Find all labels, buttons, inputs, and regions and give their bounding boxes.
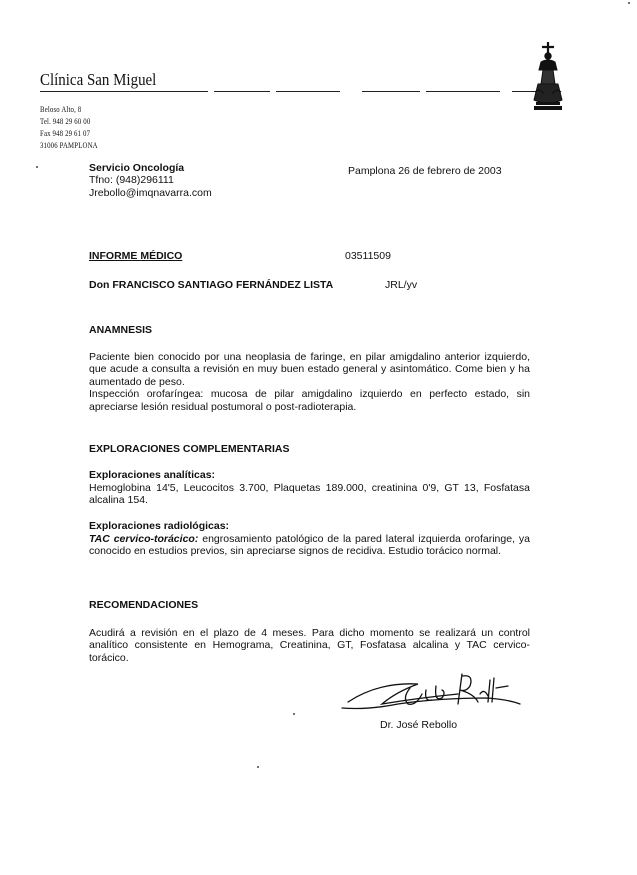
anamnesis-heading: ANAMNESIS	[89, 324, 153, 336]
radiologic-results	[89, 533, 530, 558]
department-phone: Tfno: (948)296111	[89, 174, 174, 186]
phone-line: Tel. 948 29 60 00	[40, 116, 91, 126]
patient-name: Don FRANCISCO SANTIAGO FERNÁNDEZ LISTA	[89, 279, 334, 291]
analytic-heading: Exploraciones analíticas:	[89, 469, 216, 481]
saint-statue-logo	[528, 40, 568, 114]
recommendations-text: Acudirá a revisión en el plazo de 4 meses. Para dicho momento se realizará un control analítico consistente en Hemograma, Creatinina, GT, Fosfatasa alcalina y TAC cervico-torácico.	[89, 627, 530, 664]
letterhead-rule	[40, 91, 540, 92]
handwritten-signature	[338, 668, 524, 718]
analytic-results: Hemoglobina 14'5, Leucocitos 3.700, Plaquetas 189.000, creatinina 0'9, GT 13, Fosfatasa alcalina 154.	[89, 482, 530, 507]
recommendations-heading: RECOMENDACIONES	[89, 599, 199, 611]
address-line: Beloso Alto, 8	[40, 104, 82, 114]
anamnesis-inspection: Inspección orofaríngea: mucosa de pilar amigdalino izquierdo en perfecto estado, sin apreciarse lesión residual postumoral o post-radioterapia.	[89, 388, 530, 413]
scan-speck	[257, 766, 259, 768]
department-email: Jrebollo@imqnavarra.com	[89, 187, 212, 199]
anamnesis-paragraph: Paciente bien conocido por una neoplasia de faringe, en pilar amigdalino anterior izquierdo, que acude a consulta a revisión en muy buen estado general y asintomático. Come bien y ha aumentado de peso.	[89, 351, 530, 388]
fax-line: Fax 948 29 61 07	[40, 128, 91, 138]
radiologic-study-label: TAC cervico-torácico:	[89, 533, 199, 545]
signatory-name: Dr. José Rebollo	[380, 719, 458, 731]
anamnesis-body	[89, 351, 530, 413]
clinic-name: Clínica San Miguel	[40, 70, 157, 89]
scan-speck	[293, 713, 295, 715]
scan-speck	[36, 166, 38, 168]
scan-speck	[628, 2, 630, 4]
radiologic-findings: engrosamiento patológico de la pared lateral izquierda orofaringe, ya conocido en estudios previos, sin apreciarse signos de recidiva. Estudio torácico normal.	[89, 533, 530, 558]
report-title: INFORME MÉDICO	[89, 250, 183, 262]
report-number: 03511509	[345, 250, 391, 262]
city-line: 31006 PAMPLONA	[40, 140, 98, 150]
explorations-heading: EXPLORACIONES COMPLEMENTARIAS	[89, 443, 290, 455]
reference-code: JRL/yv	[385, 279, 418, 291]
radiologic-heading: Exploraciones radiológicas:	[89, 520, 230, 532]
date-line: Pamplona 26 de febrero de 2003	[348, 165, 502, 177]
department: Servicio Oncología	[89, 162, 185, 174]
